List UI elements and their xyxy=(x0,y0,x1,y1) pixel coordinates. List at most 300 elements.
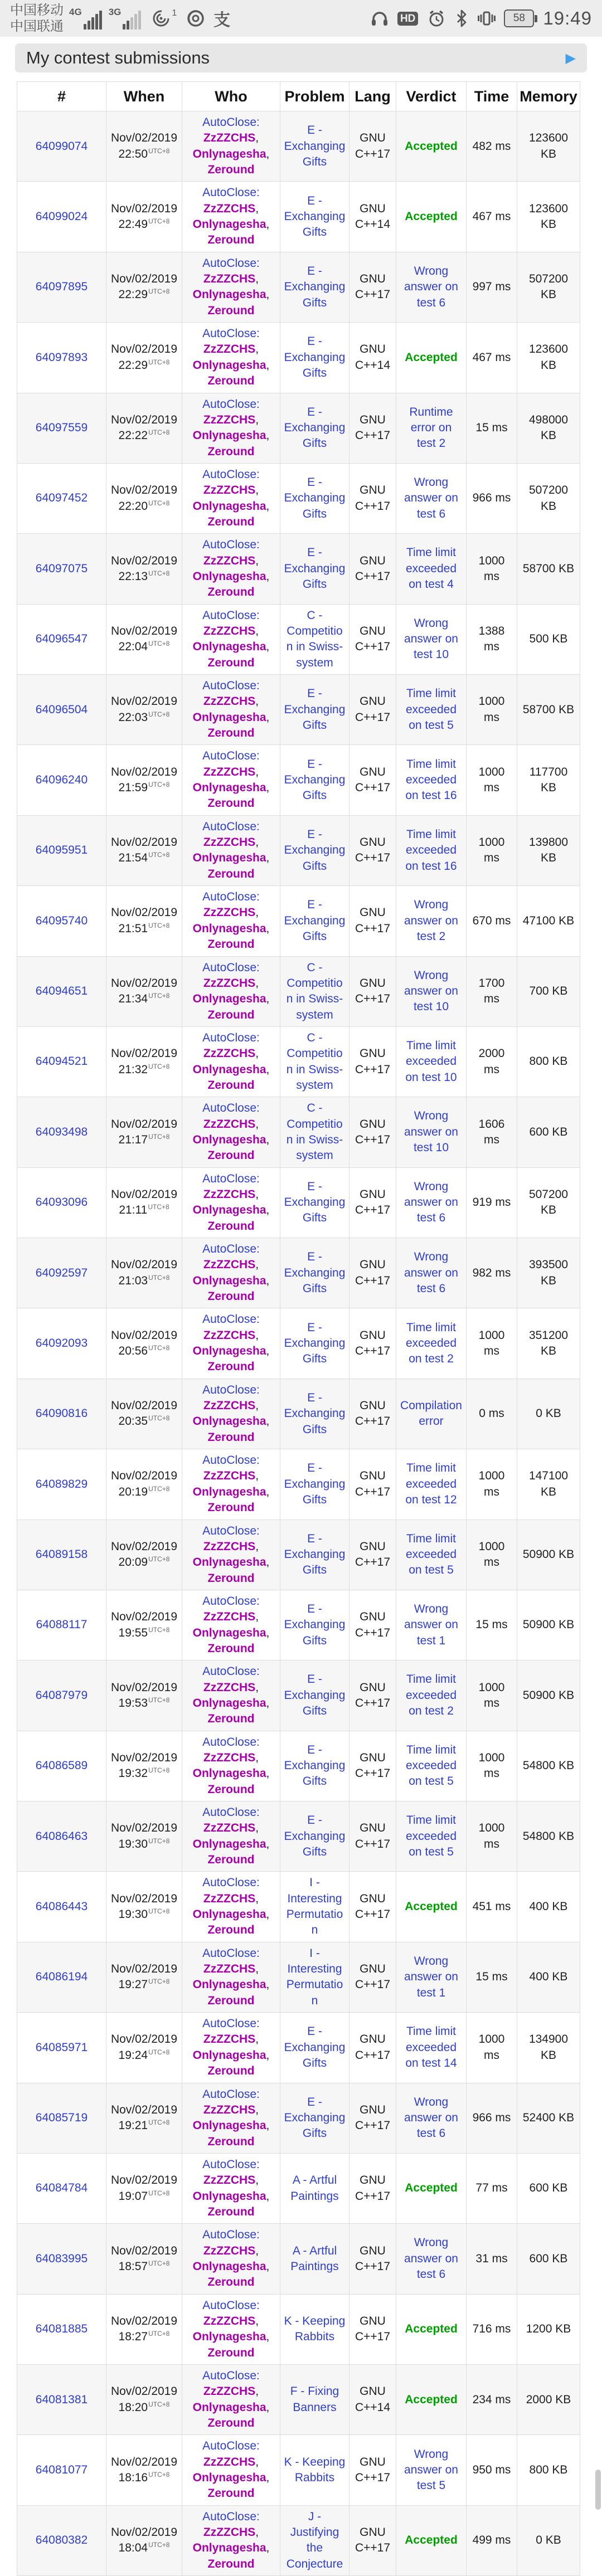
when-date: Nov/02/2019 xyxy=(110,1469,178,1483)
submission-row xyxy=(17,886,580,956)
member-handle-link[interactable]: Zeround xyxy=(207,1783,255,1796)
submission-id-link[interactable]: 64094521 xyxy=(35,1055,88,1068)
problem-link[interactable]: E - Exchanging Gifts xyxy=(284,2025,346,2069)
member-handle-link[interactable]: Zeround xyxy=(207,1149,255,1162)
team-link[interactable]: AutoClose: xyxy=(202,1172,260,1185)
member-handle-link[interactable]: Onlynagesha xyxy=(192,1274,266,1287)
problem-link[interactable]: E - Exchanging Gifts xyxy=(284,1321,346,1366)
time-cell: 31 ms xyxy=(467,2224,517,2294)
problem-link[interactable]: K - Keeping Rabbits xyxy=(284,2455,346,2485)
member-handle-link[interactable]: ZzZZCHS xyxy=(203,484,256,497)
member-handle-link[interactable]: Zeround xyxy=(207,1078,255,1092)
member-handle-link[interactable]: Onlynagesha xyxy=(192,2400,266,2414)
problem-cell xyxy=(280,1308,349,1379)
problem-link[interactable]: E - Exchanging Gifts xyxy=(284,1250,346,1295)
problem-link[interactable]: A - Artful Paintings xyxy=(290,2244,339,2273)
team-link[interactable]: AutoClose: xyxy=(202,1946,260,1960)
submission-id-link[interactable]: 64080382 xyxy=(35,2534,88,2547)
verdict-cell xyxy=(396,1379,467,1449)
team-link[interactable]: AutoClose: xyxy=(202,116,260,129)
submission-row xyxy=(17,1097,580,1167)
member-handle-link[interactable]: Onlynagesha xyxy=(192,640,266,654)
problem-cell xyxy=(280,675,349,745)
team-link[interactable]: AutoClose: xyxy=(202,2228,260,2242)
member-handle-link[interactable]: Zeround xyxy=(207,1571,255,1585)
submission-id-link[interactable]: 64085719 xyxy=(35,2111,88,2125)
problem-link[interactable]: E - Exchanging Gifts xyxy=(284,757,346,802)
when-time: $19:07^{UTC+8}$ xyxy=(118,2189,170,2203)
when-time: $21:54^{UTC+8}$ xyxy=(118,851,170,865)
member-handle-link[interactable]: ZzZZCHS xyxy=(203,836,256,849)
submission-id-link[interactable]: 64095740 xyxy=(35,914,88,927)
member-handle-link[interactable]: Zeround xyxy=(207,1853,255,1867)
problem-link[interactable]: E - Exchanging Gifts xyxy=(284,194,346,239)
member-handle-link[interactable]: ZzZZCHS xyxy=(203,624,256,637)
handle-separator: , xyxy=(255,1399,259,1413)
problem-cell xyxy=(280,1872,349,1942)
member-handle-link[interactable]: Onlynagesha xyxy=(192,1908,266,1921)
submission-id-link[interactable]: 64089829 xyxy=(35,1477,88,1491)
member-handle-link[interactable]: Onlynagesha xyxy=(192,710,266,724)
member-handle-link[interactable]: ZzZZCHS xyxy=(203,2033,256,2046)
team-link[interactable]: AutoClose: xyxy=(202,2299,260,2312)
member-handle-link[interactable]: Zeround xyxy=(207,867,255,880)
team-link[interactable]: AutoClose: xyxy=(202,468,260,481)
when-time: $19:30^{UTC+8}$ xyxy=(118,1907,170,1921)
verdict-cell xyxy=(396,2505,467,2575)
lang-cell: GNU C++17 xyxy=(349,1590,396,1660)
member-handle-link[interactable]: Zeround xyxy=(207,938,255,951)
member-handle-link[interactable]: Zeround xyxy=(207,2417,255,2430)
verdict-rejected: Compilation error xyxy=(400,1399,462,1428)
member-handle-link[interactable]: ZzZZCHS xyxy=(203,272,256,286)
problem-link[interactable]: E - Exchanging Gifts xyxy=(284,405,346,450)
member-handle-link[interactable]: Onlynagesha xyxy=(192,288,266,301)
team-link[interactable]: AutoClose: xyxy=(202,1383,260,1396)
submission-row xyxy=(17,1026,580,1097)
member-handle-link[interactable]: Onlynagesha xyxy=(192,429,266,442)
time-cell: 1000 ms xyxy=(467,534,517,604)
member-handle-link[interactable]: Onlynagesha xyxy=(192,2471,266,2485)
member-handle-link[interactable]: Zeround xyxy=(207,2135,255,2148)
when-cell xyxy=(106,1520,182,1590)
time-cell: 499 ms xyxy=(467,2505,517,2575)
submission-id-link[interactable]: 64086194 xyxy=(35,1970,88,1984)
submission-id-link[interactable]: 64084784 xyxy=(35,2181,88,2195)
team-link[interactable]: AutoClose: xyxy=(202,1102,260,1115)
submission-id-link[interactable]: 64096240 xyxy=(35,773,88,786)
when-time: $22:13^{UTC+8}$ xyxy=(118,569,170,583)
when-timezone: UTC+8 xyxy=(148,1484,170,1493)
problem-link[interactable]: F - Fixing Banners xyxy=(290,2385,339,2414)
member-handle-link[interactable]: Zeround xyxy=(207,2064,255,2078)
submission-id-link[interactable]: 64099074 xyxy=(35,139,88,153)
when-timezone: UTC+8 xyxy=(148,1062,170,1070)
submission-id-link[interactable]: 64095951 xyxy=(35,844,88,857)
submission-id-link[interactable]: 64096547 xyxy=(35,632,88,646)
team-link[interactable]: AutoClose: xyxy=(202,961,260,974)
member-handle-link[interactable]: Onlynagesha xyxy=(192,2119,266,2132)
member-handle-link[interactable]: Onlynagesha xyxy=(192,992,266,1006)
submission-id-link[interactable]: 64088117 xyxy=(36,1618,88,1632)
member-handle-link[interactable]: Zeround xyxy=(207,2346,255,2359)
member-handle-link[interactable]: Onlynagesha xyxy=(192,1485,266,1498)
problem-link[interactable]: C - Competition in Swiss-system xyxy=(286,608,343,669)
team-link[interactable]: AutoClose: xyxy=(202,1454,260,1467)
time-cell: 1000 ms xyxy=(467,745,517,815)
submission-id-link[interactable]: 64097893 xyxy=(35,350,88,364)
problem-link[interactable]: E - Exchanging Gifts xyxy=(284,687,346,732)
team-link[interactable]: AutoClose: xyxy=(202,256,260,270)
problem-link[interactable]: E - Exchanging Gifts xyxy=(284,898,346,943)
memory-cell: 0 KB xyxy=(517,1379,580,1449)
member-handle-link[interactable]: ZzZZCHS xyxy=(203,1469,256,1483)
team-link[interactable]: AutoClose: xyxy=(202,2087,260,2101)
team-link[interactable]: AutoClose: xyxy=(202,679,260,692)
member-handle-link[interactable]: Zeround xyxy=(207,1712,255,1726)
problem-cell xyxy=(280,393,349,463)
when-cell xyxy=(106,1660,182,1731)
member-handle-link[interactable]: Zeround xyxy=(207,233,255,247)
submission-row xyxy=(17,1167,580,1238)
member-handle-link[interactable]: Onlynagesha xyxy=(192,922,266,935)
when-time: $19:32^{UTC+8}$ xyxy=(118,1766,170,1780)
member-handle-link[interactable]: ZzZZCHS xyxy=(203,2174,256,2187)
submission-id-link[interactable]: 64092093 xyxy=(35,1336,88,1350)
who-cell xyxy=(182,2435,280,2505)
team-link[interactable]: AutoClose: xyxy=(202,2158,260,2171)
problem-link[interactable]: C - Competition in Swiss-system xyxy=(286,1102,343,1162)
submission-id-cell xyxy=(17,2153,106,2223)
member-handle-link[interactable]: Zeround xyxy=(207,797,255,810)
problem-link[interactable]: C - Competition in Swiss-system xyxy=(286,1031,343,1092)
member-handle-link[interactable]: ZzZZCHS xyxy=(203,1892,256,1905)
problem-link[interactable]: E - Exchanging Gifts xyxy=(284,1603,346,1647)
member-handle-link[interactable]: Zeround xyxy=(207,1360,255,1374)
member-handle-link[interactable]: ZzZZCHS xyxy=(203,765,256,778)
data-saver-badge: 1 xyxy=(172,8,177,18)
problem-link[interactable]: J - Justifying the Conjecture xyxy=(286,2510,343,2570)
handle-separator: , xyxy=(266,2400,270,2414)
team-link[interactable]: AutoClose: xyxy=(202,2439,260,2453)
when-date: Nov/02/2019 xyxy=(110,554,178,567)
member-handle-link[interactable]: ZzZZCHS xyxy=(203,2103,256,2116)
team-link[interactable]: AutoClose: xyxy=(202,538,260,552)
member-handle-link[interactable]: ZzZZCHS xyxy=(203,1117,256,1131)
member-handle-link[interactable]: ZzZZCHS xyxy=(203,202,256,215)
submission-row xyxy=(17,1449,580,1520)
team-link[interactable]: AutoClose: xyxy=(202,1806,260,1819)
submission-row xyxy=(17,2505,580,2575)
problem-link[interactable]: C - Competition in Swiss-system xyxy=(286,961,343,1021)
when-cell xyxy=(106,393,182,463)
lang-cell: GNU C++17 xyxy=(349,1167,396,1238)
when-time: $18:27^{UTC+8}$ xyxy=(118,2330,170,2344)
member-handle-link[interactable]: ZzZZCHS xyxy=(203,1399,256,1413)
team-link[interactable]: AutoClose: xyxy=(202,1876,260,1890)
member-handle-link[interactable]: Zeround xyxy=(207,2487,255,2500)
when-date: Nov/02/2019 xyxy=(110,1187,178,1201)
member-handle-link[interactable]: Zeround xyxy=(207,2205,255,2218)
problem-link[interactable]: E - Exchanging Gifts xyxy=(284,1462,346,1506)
member-handle-link[interactable]: Onlynagesha xyxy=(192,1556,266,1569)
member-handle-link[interactable]: ZzZZCHS xyxy=(203,1681,256,1694)
team-link[interactable]: AutoClose: xyxy=(202,1031,260,1044)
member-handle-link[interactable]: Onlynagesha xyxy=(192,1626,266,1639)
handle-separator: , xyxy=(266,1274,270,1287)
member-handle-link[interactable]: ZzZZCHS xyxy=(203,976,256,990)
member-handle-link[interactable]: Onlynagesha xyxy=(192,1767,266,1780)
member-handle-link[interactable]: Zeround xyxy=(207,1642,255,1655)
column-header-who: Who xyxy=(182,82,280,111)
member-handle-link[interactable]: Zeround xyxy=(207,1501,255,1515)
when-cell xyxy=(106,1379,182,1449)
member-handle-link[interactable]: Onlynagesha xyxy=(192,147,266,160)
team-link[interactable]: AutoClose: xyxy=(202,1594,260,1608)
verdict-accepted: Accepted xyxy=(405,1900,458,1913)
when-timezone: UTC+8 xyxy=(148,1555,170,1564)
problem-link[interactable]: E - Exchanging Gifts xyxy=(284,1180,346,1225)
submission-id-link[interactable]: 64083995 xyxy=(35,2252,88,2265)
member-handle-link[interactable]: ZzZZCHS xyxy=(203,2385,256,2398)
team-link[interactable]: AutoClose: xyxy=(202,820,260,833)
member-handle-link[interactable]: ZzZZCHS xyxy=(203,2455,256,2468)
member-handle-link[interactable]: Onlynagesha xyxy=(192,1978,266,1991)
member-handle-link[interactable]: Onlynagesha xyxy=(192,2330,266,2344)
member-handle-link[interactable]: Onlynagesha xyxy=(192,1133,266,1146)
when-timezone: UTC+8 xyxy=(148,1907,170,1916)
member-handle-link[interactable]: Onlynagesha xyxy=(192,1415,266,1428)
submission-id-link[interactable]: 64086463 xyxy=(35,1829,88,1843)
member-handle-link[interactable]: Zeround xyxy=(207,656,255,669)
member-handle-link[interactable]: ZzZZCHS xyxy=(203,132,256,145)
problem-cell xyxy=(280,1590,349,1660)
team-link[interactable]: AutoClose: xyxy=(202,2510,260,2523)
team-link[interactable]: AutoClose: xyxy=(202,749,260,763)
who-cell xyxy=(182,956,280,1026)
team-link[interactable]: AutoClose: xyxy=(202,397,260,411)
submission-row xyxy=(17,815,580,885)
member-handle-link[interactable]: Zeround xyxy=(207,727,255,740)
problem-link[interactable]: E - Exchanging Gifts xyxy=(284,264,346,309)
team-link[interactable]: AutoClose: xyxy=(202,1665,260,1678)
member-handle-link[interactable]: ZzZZCHS xyxy=(203,1047,256,1060)
problem-link[interactable]: E - Exchanging Gifts xyxy=(284,1673,346,1718)
member-handle-link[interactable]: Zeround xyxy=(207,1008,255,1021)
submission-id-link[interactable]: 64086589 xyxy=(35,1759,88,1772)
when-timezone: UTC+8 xyxy=(148,781,170,789)
member-handle-link[interactable]: Onlynagesha xyxy=(192,1837,266,1851)
scrollbar-thumb[interactable] xyxy=(595,2470,601,2510)
problem-cell xyxy=(280,2224,349,2294)
when-timezone: UTC+8 xyxy=(148,1132,170,1141)
member-handle-link[interactable]: Onlynagesha xyxy=(192,1345,266,1358)
submission-id-link[interactable]: 64093498 xyxy=(35,1125,88,1138)
verdict-rejected: Wrong answer on test 10 xyxy=(404,616,458,661)
time-cell: 467 ms xyxy=(467,323,517,393)
problem-link[interactable]: E - Exchanging Gifts xyxy=(284,546,346,591)
member-handle-link[interactable]: Zeround xyxy=(207,2276,255,2289)
member-handle-link[interactable]: Onlynagesha xyxy=(192,499,266,513)
member-handle-link[interactable]: ZzZZCHS xyxy=(203,554,256,567)
verdict-cell xyxy=(396,1167,467,1238)
member-handle-link[interactable]: Zeround xyxy=(207,1924,255,1937)
member-handle-link[interactable]: Onlynagesha xyxy=(192,781,266,795)
member-handle-link[interactable]: ZzZZCHS xyxy=(203,2526,256,2539)
submission-id-link[interactable]: 64081381 xyxy=(35,2393,88,2406)
member-handle-link[interactable]: Zeround xyxy=(207,586,255,599)
lang-cell: GNU C++17 xyxy=(349,1379,396,1449)
verdict-rejected: Wrong answer on test 6 xyxy=(404,1250,458,1295)
when-cell xyxy=(106,2224,182,2294)
time-cell: 670 ms xyxy=(467,886,517,956)
member-handle-link[interactable]: Onlynagesha xyxy=(192,2260,266,2273)
member-handle-link[interactable]: Zeround xyxy=(207,1219,255,1233)
member-handle-link[interactable]: ZzZZCHS xyxy=(203,1963,256,1976)
team-link[interactable]: AutoClose: xyxy=(202,327,260,340)
problem-link[interactable]: E - Exchanging Gifts xyxy=(284,827,346,873)
member-handle-link[interactable]: Onlynagesha xyxy=(192,2189,266,2203)
member-handle-link[interactable]: ZzZZCHS xyxy=(203,1610,256,1624)
member-handle-link[interactable]: ZzZZCHS xyxy=(203,1751,256,1764)
my-contest-submissions-header[interactable] xyxy=(15,43,587,72)
member-handle-link[interactable]: ZzZZCHS xyxy=(203,1258,256,1272)
memory-cell: 50900 KB xyxy=(517,1660,580,1731)
member-handle-link[interactable]: ZzZZCHS xyxy=(203,2244,256,2257)
when-timezone: UTC+8 xyxy=(148,640,170,648)
team-link[interactable]: AutoClose: xyxy=(202,1243,260,1255)
member-handle-link[interactable]: ZzZZCHS xyxy=(203,413,256,426)
submission-id-cell xyxy=(17,745,106,815)
submission-id-link[interactable]: 64093096 xyxy=(35,1196,88,1209)
problem-link[interactable]: E - Exchanging Gifts xyxy=(284,2095,346,2140)
member-handle-link[interactable]: Onlynagesha xyxy=(192,851,266,865)
member-handle-link[interactable]: Onlynagesha xyxy=(192,1204,266,1217)
submission-id-link[interactable]: 64085971 xyxy=(35,2041,88,2054)
when-date: Nov/02/2019 xyxy=(110,765,178,778)
submission-id-link[interactable]: 64097075 xyxy=(35,562,88,575)
member-handle-link[interactable]: Zeround xyxy=(207,2557,255,2570)
team-link[interactable]: AutoClose: xyxy=(202,1313,260,1326)
member-handle-link[interactable]: ZzZZCHS xyxy=(203,1328,256,1342)
verdict-cell xyxy=(396,1731,467,1801)
member-handle-link[interactable]: ZzZZCHS xyxy=(203,1822,256,1835)
submission-id-link[interactable]: 64097559 xyxy=(35,421,88,435)
member-handle-link[interactable]: Zeround xyxy=(207,304,255,317)
submission-id-link[interactable]: 64096504 xyxy=(35,703,88,716)
problem-link[interactable]: E - Exchanging Gifts xyxy=(284,1391,346,1436)
when-cell xyxy=(106,2083,182,2153)
member-handle-link[interactable]: ZzZZCHS xyxy=(203,906,256,919)
team-link[interactable]: AutoClose: xyxy=(202,186,260,199)
member-handle-link[interactable]: Onlynagesha xyxy=(192,358,266,372)
when-cell xyxy=(106,182,182,252)
handle-separator: , xyxy=(266,2048,270,2062)
team-link[interactable]: AutoClose: xyxy=(202,2017,260,2030)
when-cell xyxy=(106,534,182,604)
member-handle-link[interactable]: ZzZZCHS xyxy=(203,2314,256,2327)
verdict-rejected: Time limit exceeded on test 14 xyxy=(405,2025,457,2069)
member-handle-link[interactable]: Zeround xyxy=(207,515,255,528)
submission-row xyxy=(17,2083,580,2153)
member-handle-link[interactable]: Zeround xyxy=(207,1430,255,1444)
lang-cell: GNU C++17 xyxy=(349,1942,396,2012)
team-link[interactable]: AutoClose: xyxy=(202,1735,260,1749)
problem-link[interactable]: I - Interesting Permutation xyxy=(286,1876,343,1937)
member-handle-link[interactable]: ZzZZCHS xyxy=(203,1540,256,1553)
problem-link[interactable]: E - Exchanging Gifts xyxy=(284,1532,346,1577)
member-handle-link[interactable]: Onlynagesha xyxy=(192,1696,266,1710)
problem-link[interactable]: E - Exchanging Gifts xyxy=(284,1743,346,1788)
member-handle-link[interactable]: Zeround xyxy=(207,1290,255,1303)
member-handle-link[interactable]: Onlynagesha xyxy=(192,218,266,231)
team-link[interactable]: AutoClose: xyxy=(202,1524,260,1537)
who-cell xyxy=(182,2013,280,2083)
lang-cell: GNU C++17 xyxy=(349,675,396,745)
memory-cell: 507200 KB xyxy=(517,463,580,533)
team-link[interactable]: AutoClose: xyxy=(202,890,260,904)
submission-id-link[interactable]: 64087979 xyxy=(35,1688,88,1702)
submission-id-link[interactable]: 64094651 xyxy=(35,985,88,998)
submission-id-link[interactable]: 64090816 xyxy=(35,1407,88,1420)
verdict-cell xyxy=(396,2435,467,2505)
when-timezone: UTC+8 xyxy=(148,1696,170,1704)
member-handle-link[interactable]: Onlynagesha xyxy=(192,1063,266,1076)
verdict-rejected: Wrong answer on test 6 xyxy=(404,2095,458,2140)
lang-cell: GNU C++17 xyxy=(349,534,396,604)
member-handle-link[interactable]: Zeround xyxy=(207,445,255,458)
problem-cell xyxy=(280,815,349,885)
member-handle-link[interactable]: Zeround xyxy=(207,163,255,177)
member-handle-link[interactable]: Onlynagesha xyxy=(192,2048,266,2062)
submission-id-cell xyxy=(17,956,106,1026)
member-handle-link[interactable]: Zeround xyxy=(207,374,255,388)
memory-cell: 50900 KB xyxy=(517,1590,580,1660)
chevron-right-icon[interactable]: ▶ xyxy=(565,50,576,66)
problem-link[interactable]: K - Keeping Rabbits xyxy=(284,2314,346,2344)
problem-link[interactable]: E - Exchanging Gifts xyxy=(284,476,346,520)
member-handle-link[interactable]: Zeround xyxy=(207,1994,255,2007)
submission-id-link[interactable]: 64097452 xyxy=(35,491,88,505)
member-handle-link[interactable]: ZzZZCHS xyxy=(203,695,256,708)
submission-id-link[interactable]: 64081885 xyxy=(35,2322,88,2336)
member-handle-link[interactable]: ZzZZCHS xyxy=(203,1187,256,1201)
problem-link[interactable]: E - Exchanging Gifts xyxy=(284,335,346,379)
handle-separator: , xyxy=(255,1822,259,1835)
problem-link[interactable]: E - Exchanging Gifts xyxy=(284,124,346,168)
handle-separator: , xyxy=(266,1415,270,1428)
submission-id-link[interactable]: 64089158 xyxy=(35,1548,88,1561)
submission-id-link[interactable]: 64086443 xyxy=(35,1900,88,1913)
team-link[interactable]: AutoClose: xyxy=(202,608,260,622)
member-handle-link[interactable]: ZzZZCHS xyxy=(203,343,256,356)
submission-id-link[interactable]: 64099024 xyxy=(35,210,88,223)
submission-id-link[interactable]: 64092597 xyxy=(35,1266,88,1279)
handle-separator: , xyxy=(266,710,270,724)
submission-id-link[interactable]: 64081077 xyxy=(35,2463,88,2476)
team-link[interactable]: AutoClose: xyxy=(202,2369,260,2382)
verdict-rejected: Time limit exceeded on test 2 xyxy=(405,1673,457,1718)
problem-link[interactable]: I - Interesting Permutation xyxy=(286,1946,343,2007)
member-handle-link[interactable]: Onlynagesha xyxy=(192,569,266,583)
problem-link[interactable]: A - Artful Paintings xyxy=(290,2174,339,2203)
member-handle-link[interactable]: Onlynagesha xyxy=(192,2541,266,2555)
submission-id-link[interactable]: 64097895 xyxy=(35,280,88,294)
submission-id-cell xyxy=(17,1379,106,1449)
time-cell: 1000 ms xyxy=(467,815,517,885)
problem-link[interactable]: E - Exchanging Gifts xyxy=(284,1814,346,1858)
when-time: $20:19^{UTC+8}$ xyxy=(118,1484,170,1498)
